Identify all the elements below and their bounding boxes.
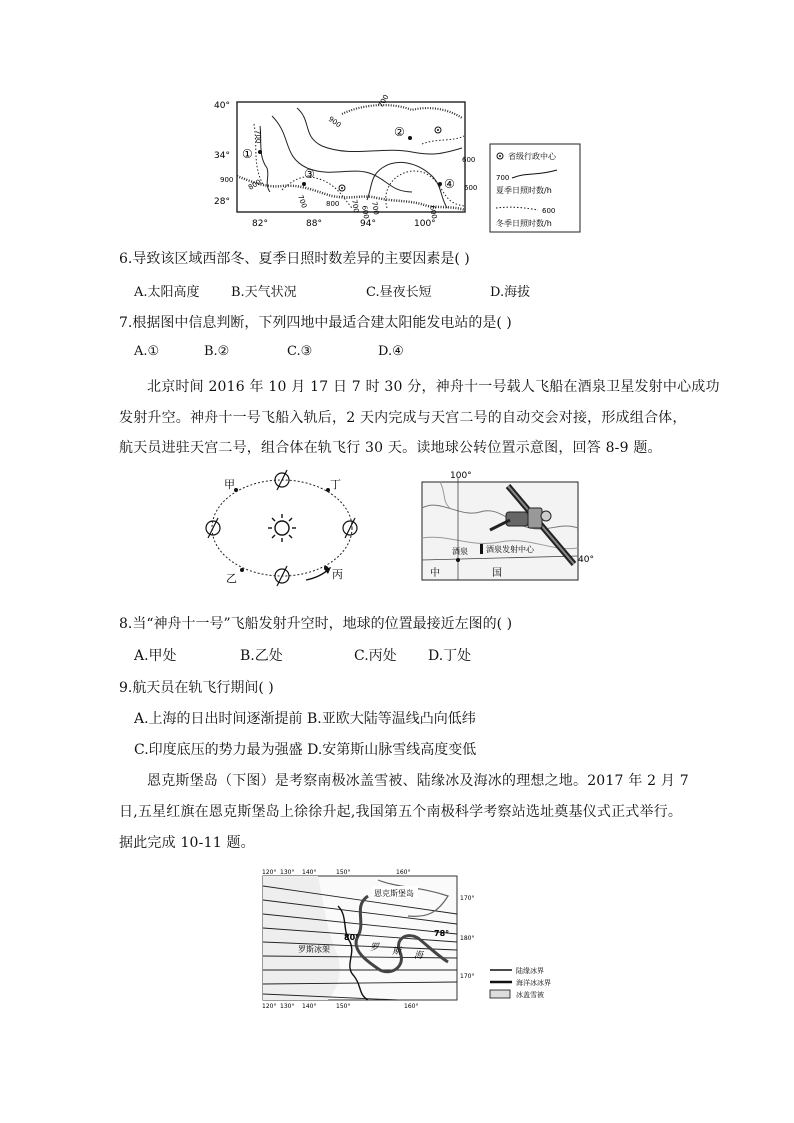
lon-label: 170°	[460, 895, 475, 902]
label-jia: 甲	[224, 478, 235, 491]
q7-option-b: B.②	[204, 344, 230, 359]
jiuquan-map	[420, 468, 594, 586]
q6-option-c: C.昼夜长短	[366, 285, 432, 300]
passage-line: 恩克斯堡岛（下图）是考察南极冰盖雪被、陆缘冰及海冰的理想之地。2017 年 2 月 7	[147, 773, 689, 789]
site-dot	[438, 182, 442, 186]
contour-label: 700	[296, 193, 309, 210]
legend-winter-value: 600	[542, 207, 556, 215]
site-dot	[258, 150, 262, 154]
passage-line: 航天员进驻天宫二号，组合体在轨飞行 30 天。读地球公转位置示意图，回答 8-9 题。	[119, 440, 662, 456]
launch-center-label: 酒泉发射中心	[486, 545, 534, 554]
lat-label: 80°	[344, 933, 360, 942]
site-dot	[302, 182, 306, 186]
contour-label: 700	[370, 200, 381, 216]
q8-option-c: C.丙处	[354, 648, 397, 664]
contour-label: 900	[326, 115, 343, 130]
q7-option-a: A.①	[134, 344, 160, 359]
country-label: 中	[430, 568, 440, 579]
legend-ice-cover-swatch	[490, 990, 510, 998]
lon-label: 150°	[336, 1003, 351, 1010]
earth-icon-left	[206, 518, 220, 538]
passage-line: 据此完成 10-11 题。	[119, 835, 255, 851]
legend-land-ice-label: 陆缘冰界	[516, 967, 544, 975]
legend-capital-label: 省级行政中心	[508, 152, 556, 161]
site-dot	[408, 136, 412, 140]
q6-option-d: D.海拔	[490, 285, 531, 300]
sun-icon	[268, 514, 296, 542]
lon-label: 130°	[280, 869, 295, 876]
passage-line: 日,五星红旗在恩克斯堡岛上徐徐升起,我国第五个南极科学考察站选址奠基仪式正式举行。	[119, 804, 683, 820]
ice-shelf-label: 罗斯冰架	[298, 945, 330, 954]
legend-summer-value: 700	[496, 174, 510, 182]
contour-label: 800	[326, 200, 340, 208]
lon-label: 82°	[252, 219, 268, 229]
contour-label: 700	[254, 130, 262, 144]
legend-summer-label: 夏季日照时数/h	[496, 186, 552, 195]
site-label: ④	[444, 177, 455, 191]
contour-label: 700	[376, 93, 391, 109]
map-frame	[422, 482, 578, 580]
lat-label: 78°	[434, 929, 450, 938]
island-label: 恩克斯堡岛	[374, 889, 414, 898]
q8-option-d: D.丁处	[428, 648, 472, 664]
lon-label: 140°	[302, 1003, 317, 1010]
lon-label: 120°	[262, 1003, 277, 1010]
contour-label: 800	[247, 178, 263, 192]
sea-label: 斯	[392, 947, 402, 957]
lat-label: 28°	[214, 197, 230, 207]
capital-marker	[341, 187, 343, 189]
lon-label: 170°	[460, 973, 475, 980]
label-yi: 乙	[226, 572, 237, 585]
earth-icon-right	[343, 518, 357, 538]
country-label: 国	[492, 568, 502, 579]
lon-label: 88°	[306, 219, 322, 229]
lon-label: 94°	[360, 219, 376, 229]
contour-label: 700	[350, 198, 361, 214]
sea-label: 罗	[370, 943, 380, 953]
site-label: ③	[304, 167, 315, 181]
inexpressible-island-map	[258, 866, 558, 1012]
lon-label: 180°	[460, 935, 475, 942]
question-6-stem: 6.导致该区域西部冬、夏季日照时数差异的主要因素是( )	[119, 251, 470, 267]
sunshine-hours-map	[212, 93, 592, 236]
city-label: 酒泉	[452, 547, 468, 556]
contour-label: 600	[428, 204, 439, 220]
legend-capital-icon	[499, 155, 501, 157]
lon-label: 100°	[414, 219, 436, 229]
q9-options-cd: C.印度底压的势力最为强盛 D.安第斯山脉雪线高度变低	[134, 742, 477, 758]
position-dot-yi	[240, 568, 244, 572]
q9-options-ab: A.上海的日出时间逐渐提前 B.亚欧大陆等温线凸向低纬	[134, 711, 476, 727]
capital-marker	[437, 129, 439, 131]
contour-label: 600	[464, 184, 478, 192]
map-frame	[237, 102, 465, 212]
lat-label: 40°	[578, 555, 594, 565]
q8-option-b: B.乙处	[240, 648, 283, 664]
site-label: ②	[394, 125, 405, 139]
question-7-stem: 7.根据图中信息判断，下列四地中最适合建太阳能发电站的是( )	[119, 315, 512, 331]
lon-label: 140°	[302, 869, 317, 876]
passage-line: 北京时间 2016 年 10 月 17 日 7 时 30 分，神舟十一号载人飞船在酒泉卫星发射中心成功	[147, 379, 720, 395]
q6-option-b: B.天气状况	[231, 285, 297, 300]
contour-label: 900	[220, 176, 234, 184]
q7-option-c: C.③	[287, 344, 313, 359]
lon-label: 130°	[280, 1003, 295, 1010]
orbit-path	[212, 480, 352, 576]
contour-label: 600	[462, 156, 476, 164]
q6-option-a: A.太阳高度	[134, 285, 200, 300]
legend-sea-ice-label: 海洋冰冰界	[516, 979, 551, 987]
passage-line: 发射升空。神舟十一号飞船入轨后，2 天内完成与天宫二号的自动交会对接，形成组合体，	[119, 410, 687, 426]
site-label: ①	[242, 147, 253, 161]
label-ding: 丁	[330, 478, 341, 491]
legend-ice-cover-label: 冰盖雪被	[516, 991, 544, 999]
sea-label: 海	[414, 951, 424, 961]
question-9-stem: 9.航天员在轨飞行期间( )	[119, 680, 274, 696]
question-8-stem: 8.当“神舟十一号”飞船发射升空时，地球的位置最接近左图的( )	[119, 616, 513, 632]
lat-label: 34°	[214, 151, 230, 161]
q8-option-a: A.甲处	[134, 648, 177, 664]
lon-label: 150°	[336, 869, 351, 876]
lon-label: 160°	[404, 1003, 419, 1010]
launch-center-marker	[480, 544, 483, 554]
earth-orbit-diagram	[200, 468, 370, 586]
lat-label: 40°	[214, 101, 230, 111]
lon-label: 100°	[450, 471, 472, 481]
q7-option-d: D.④	[378, 344, 404, 359]
city-dot	[456, 558, 460, 562]
label-bing: 丙	[332, 568, 343, 581]
lon-label: 120°	[262, 869, 277, 876]
lon-label: 160°	[396, 869, 411, 876]
legend-winter-label: 冬季日照时数/h	[496, 219, 552, 228]
contour-label: 600	[360, 204, 371, 220]
